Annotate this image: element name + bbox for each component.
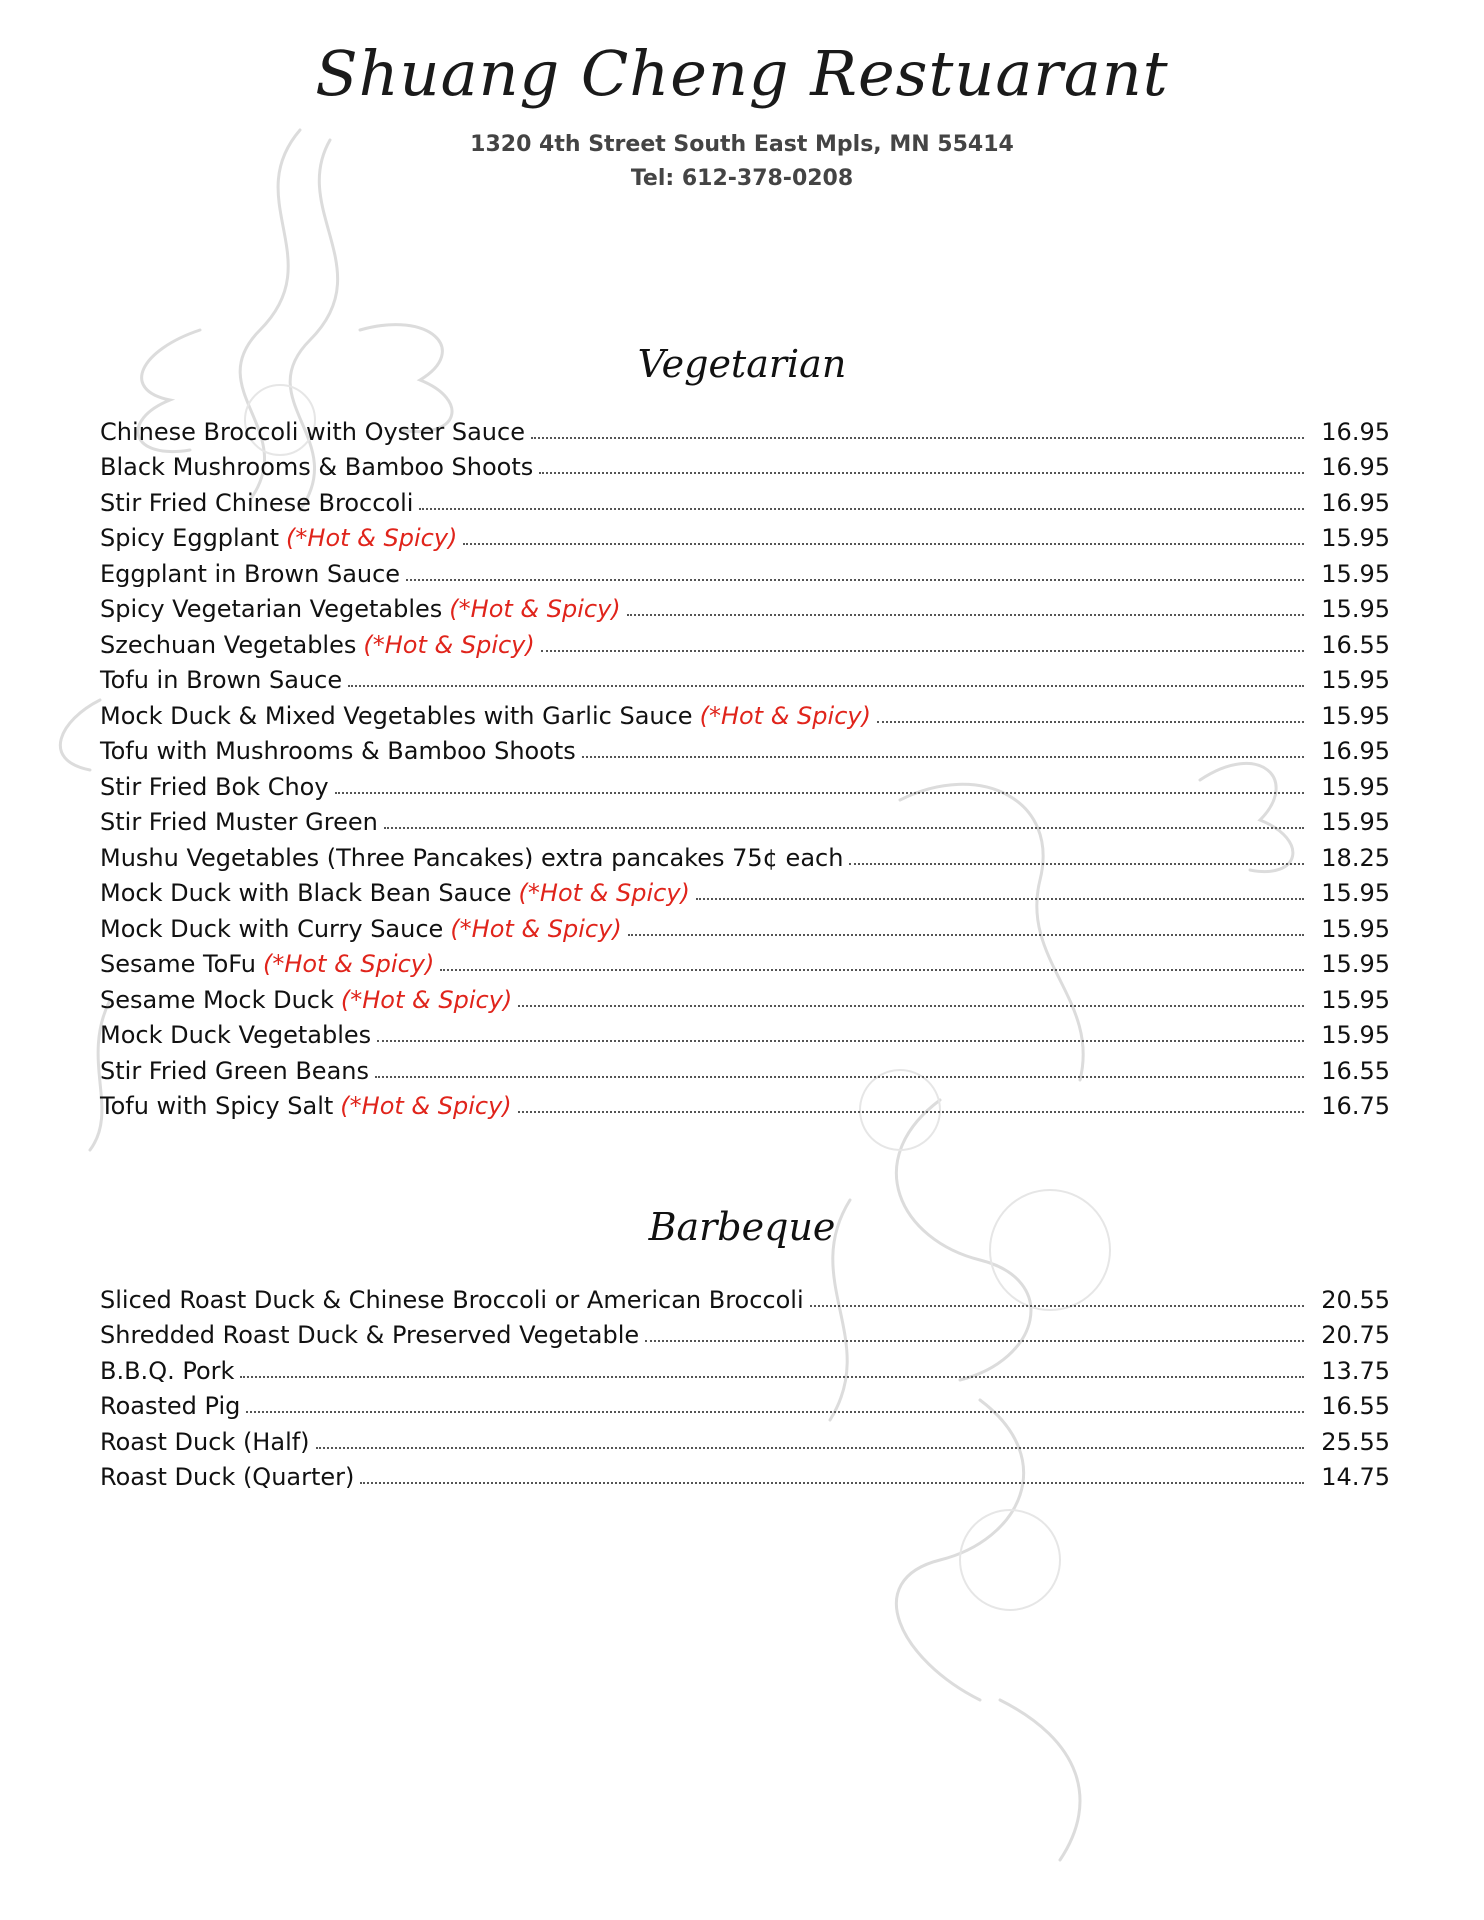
menu-item-price: 15.95 — [1321, 879, 1390, 907]
menu-item-price: 16.95 — [1321, 488, 1390, 517]
menu-item-price: 15.95 — [1321, 985, 1390, 1014]
dot-leader — [627, 614, 1304, 616]
menu-item-name: Sesame Mock Duck — [100, 985, 334, 1014]
dot-leader — [539, 472, 1304, 474]
menu-item — [100, 1278, 1390, 1314]
menu-item-price: 16.95 — [1321, 453, 1390, 481]
hot-spicy-label: (*Hot & Spicy) — [450, 914, 622, 943]
menu-item-name: Mushu Vegetables (Three Pancakes) extra pancakes 75¢ each — [100, 843, 844, 872]
restaurant-address: 1320 4th Street South East Mpls, MN 55414 — [470, 132, 1014, 158]
dot-leader — [375, 1076, 1304, 1078]
menu-item-price: 20.55 — [1321, 1285, 1390, 1314]
dot-leader — [419, 508, 1304, 510]
menu-item — [100, 517, 1390, 553]
menu-item-price: 20.75 — [1321, 1321, 1390, 1349]
menu-item-price: 16.95 — [1321, 417, 1390, 446]
menu-item-price: 15.95 — [1321, 666, 1390, 694]
dot-leader — [384, 827, 1304, 829]
dot-leader — [849, 863, 1304, 865]
menu-item-name: Mock Duck with Black Bean Sauce — [100, 879, 512, 907]
menu-item — [100, 481, 1390, 517]
dot-leader — [348, 685, 1304, 687]
menu-item-price: 16.55 — [1321, 1392, 1390, 1420]
menu-item — [100, 694, 1390, 730]
dot-leader — [518, 1005, 1304, 1007]
menu-item — [100, 943, 1390, 979]
menu-item — [100, 659, 1390, 695]
dot-leader — [360, 1482, 1304, 1484]
menu-item-name: Roast Duck (Half) — [100, 1427, 310, 1456]
hot-spicy-label: (*Hot & Spicy) — [340, 1092, 512, 1120]
dot-leader — [645, 1340, 1304, 1342]
dot-leader — [518, 1111, 1304, 1113]
menu-item-name: Spicy Eggplant — [100, 524, 280, 552]
menu-item — [100, 1349, 1390, 1385]
menu-item-name: Spicy Vegetarian Vegetables — [100, 595, 443, 623]
dot-leader — [316, 1447, 1304, 1449]
dot-leader — [406, 579, 1304, 581]
restaurant-phone: Tel: 612-378-0208 — [630, 166, 854, 192]
menu-item-name: Stir Fried Green Beans — [100, 1056, 369, 1085]
menu-item-price: 16.55 — [1321, 630, 1390, 659]
dot-leader — [440, 969, 1304, 971]
menu-item-price: 13.75 — [1321, 1356, 1390, 1385]
menu-item — [100, 446, 1390, 482]
dot-leader — [531, 437, 1304, 439]
menu-item-name: Sesame ToFu — [100, 950, 256, 978]
menu-item — [100, 623, 1390, 659]
menu-item-name: Stir Fried Chinese Broccoli — [100, 488, 414, 517]
menu-item-price: 16.55 — [1321, 1056, 1390, 1085]
dot-leader — [377, 1040, 1304, 1042]
menu-item-name: Black Mushrooms & Bamboo Shoots — [100, 453, 534, 481]
menu-item — [100, 978, 1390, 1014]
menu-item — [100, 730, 1390, 766]
menu-item — [100, 1314, 1390, 1350]
menu-item — [100, 1085, 1390, 1121]
menu-item-price: 15.95 — [1321, 1021, 1390, 1049]
menu-item-name: Stir Fried Muster Green — [100, 808, 378, 836]
menu-item-price: 15.95 — [1321, 524, 1390, 552]
dot-leader — [541, 650, 1304, 652]
menu-item-name: Tofu with Spicy Salt — [100, 1092, 334, 1120]
menu-item — [100, 1049, 1390, 1085]
menu-item-name: B.B.Q. Pork — [100, 1356, 235, 1385]
menu-item — [100, 872, 1390, 908]
menu-item-name: Mock Duck Vegetables — [100, 1021, 372, 1049]
menu-item-name: Stir Fried Bok Choy — [100, 772, 329, 801]
dot-leader — [335, 792, 1304, 794]
menu-item-price: 15.95 — [1321, 559, 1390, 588]
dot-leader — [246, 1411, 1304, 1413]
dot-leader — [463, 543, 1304, 545]
menu-item-name: Tofu in Brown Sauce — [100, 666, 343, 694]
menu-item-name: Szechuan Vegetables — [100, 630, 357, 659]
menu-item-price: 15.95 — [1321, 701, 1390, 730]
menu-item-name: Chinese Broccoli with Oyster Sauce — [100, 417, 525, 446]
menu-item — [100, 765, 1390, 801]
menu-item-price: 15.95 — [1321, 772, 1390, 801]
barbeque-menu-list — [100, 1278, 1390, 1491]
hot-spicy-label: (*Hot & Spicy) — [262, 950, 435, 978]
menu-item — [100, 801, 1390, 837]
restaurant-name: Shuang Cheng Restuarant — [315, 37, 1169, 110]
section-title-vegetarian: Vegetarian — [637, 342, 847, 386]
menu-item-name: Sliced Roast Duck & Chinese Broccoli or American Broccoli — [100, 1285, 804, 1314]
menu-item-price: 14.75 — [1321, 1463, 1390, 1491]
menu-item — [100, 410, 1390, 446]
menu-item-price: 15.95 — [1321, 914, 1390, 943]
dot-leader — [877, 721, 1304, 723]
menu-item — [100, 1420, 1390, 1456]
menu-item-name: Roast Duck (Quarter) — [100, 1463, 355, 1491]
hot-spicy-label: (*Hot & Spicy) — [363, 630, 535, 659]
menu-item — [100, 907, 1390, 943]
hot-spicy-label: (*Hot & Spicy) — [286, 524, 458, 552]
menu-item-price: 15.95 — [1321, 950, 1390, 978]
menu-item-name: Eggplant in Brown Sauce — [100, 559, 401, 588]
menu-item-name: Roasted Pig — [100, 1392, 241, 1420]
menu-item-name: Mock Duck & Mixed Vegetables with Garlic Sauce — [100, 701, 693, 730]
menu-item-name: Mock Duck with Curry Sauce — [100, 914, 444, 943]
menu-item — [100, 588, 1390, 624]
menu-item — [100, 1456, 1390, 1492]
menu-item-price: 16.95 — [1321, 737, 1390, 765]
menu-item-name: Tofu with Mushrooms & Bamboo Shoots — [100, 737, 576, 765]
menu-item-price: 18.25 — [1321, 843, 1390, 872]
dot-leader — [810, 1305, 1304, 1307]
menu-item — [100, 836, 1390, 872]
dot-leader — [582, 756, 1304, 758]
section-title-barbeque: Barbeque — [648, 1205, 836, 1249]
menu-item — [100, 1385, 1390, 1421]
hot-spicy-label: (*Hot & Spicy) — [449, 595, 621, 623]
hot-spicy-label: (*Hot & Spicy) — [518, 879, 690, 907]
dot-leader — [696, 898, 1304, 900]
menu-item — [100, 1014, 1390, 1050]
menu-item — [100, 552, 1390, 588]
menu-item-price: 16.75 — [1321, 1092, 1390, 1120]
hot-spicy-label: (*Hot & Spicy) — [340, 985, 513, 1014]
menu-item-price: 15.95 — [1321, 595, 1390, 623]
menu-item-name: Shredded Roast Duck & Preserved Vegetable — [100, 1321, 640, 1349]
hot-spicy-label: (*Hot & Spicy) — [699, 701, 871, 730]
vegetarian-menu-list — [100, 410, 1390, 1120]
menu-item-price: 25.55 — [1321, 1427, 1390, 1456]
restaurant-header — [0, 37, 1484, 196]
dot-leader — [628, 934, 1304, 936]
dot-leader — [240, 1376, 1304, 1378]
menu-item-price: 15.95 — [1321, 808, 1390, 836]
